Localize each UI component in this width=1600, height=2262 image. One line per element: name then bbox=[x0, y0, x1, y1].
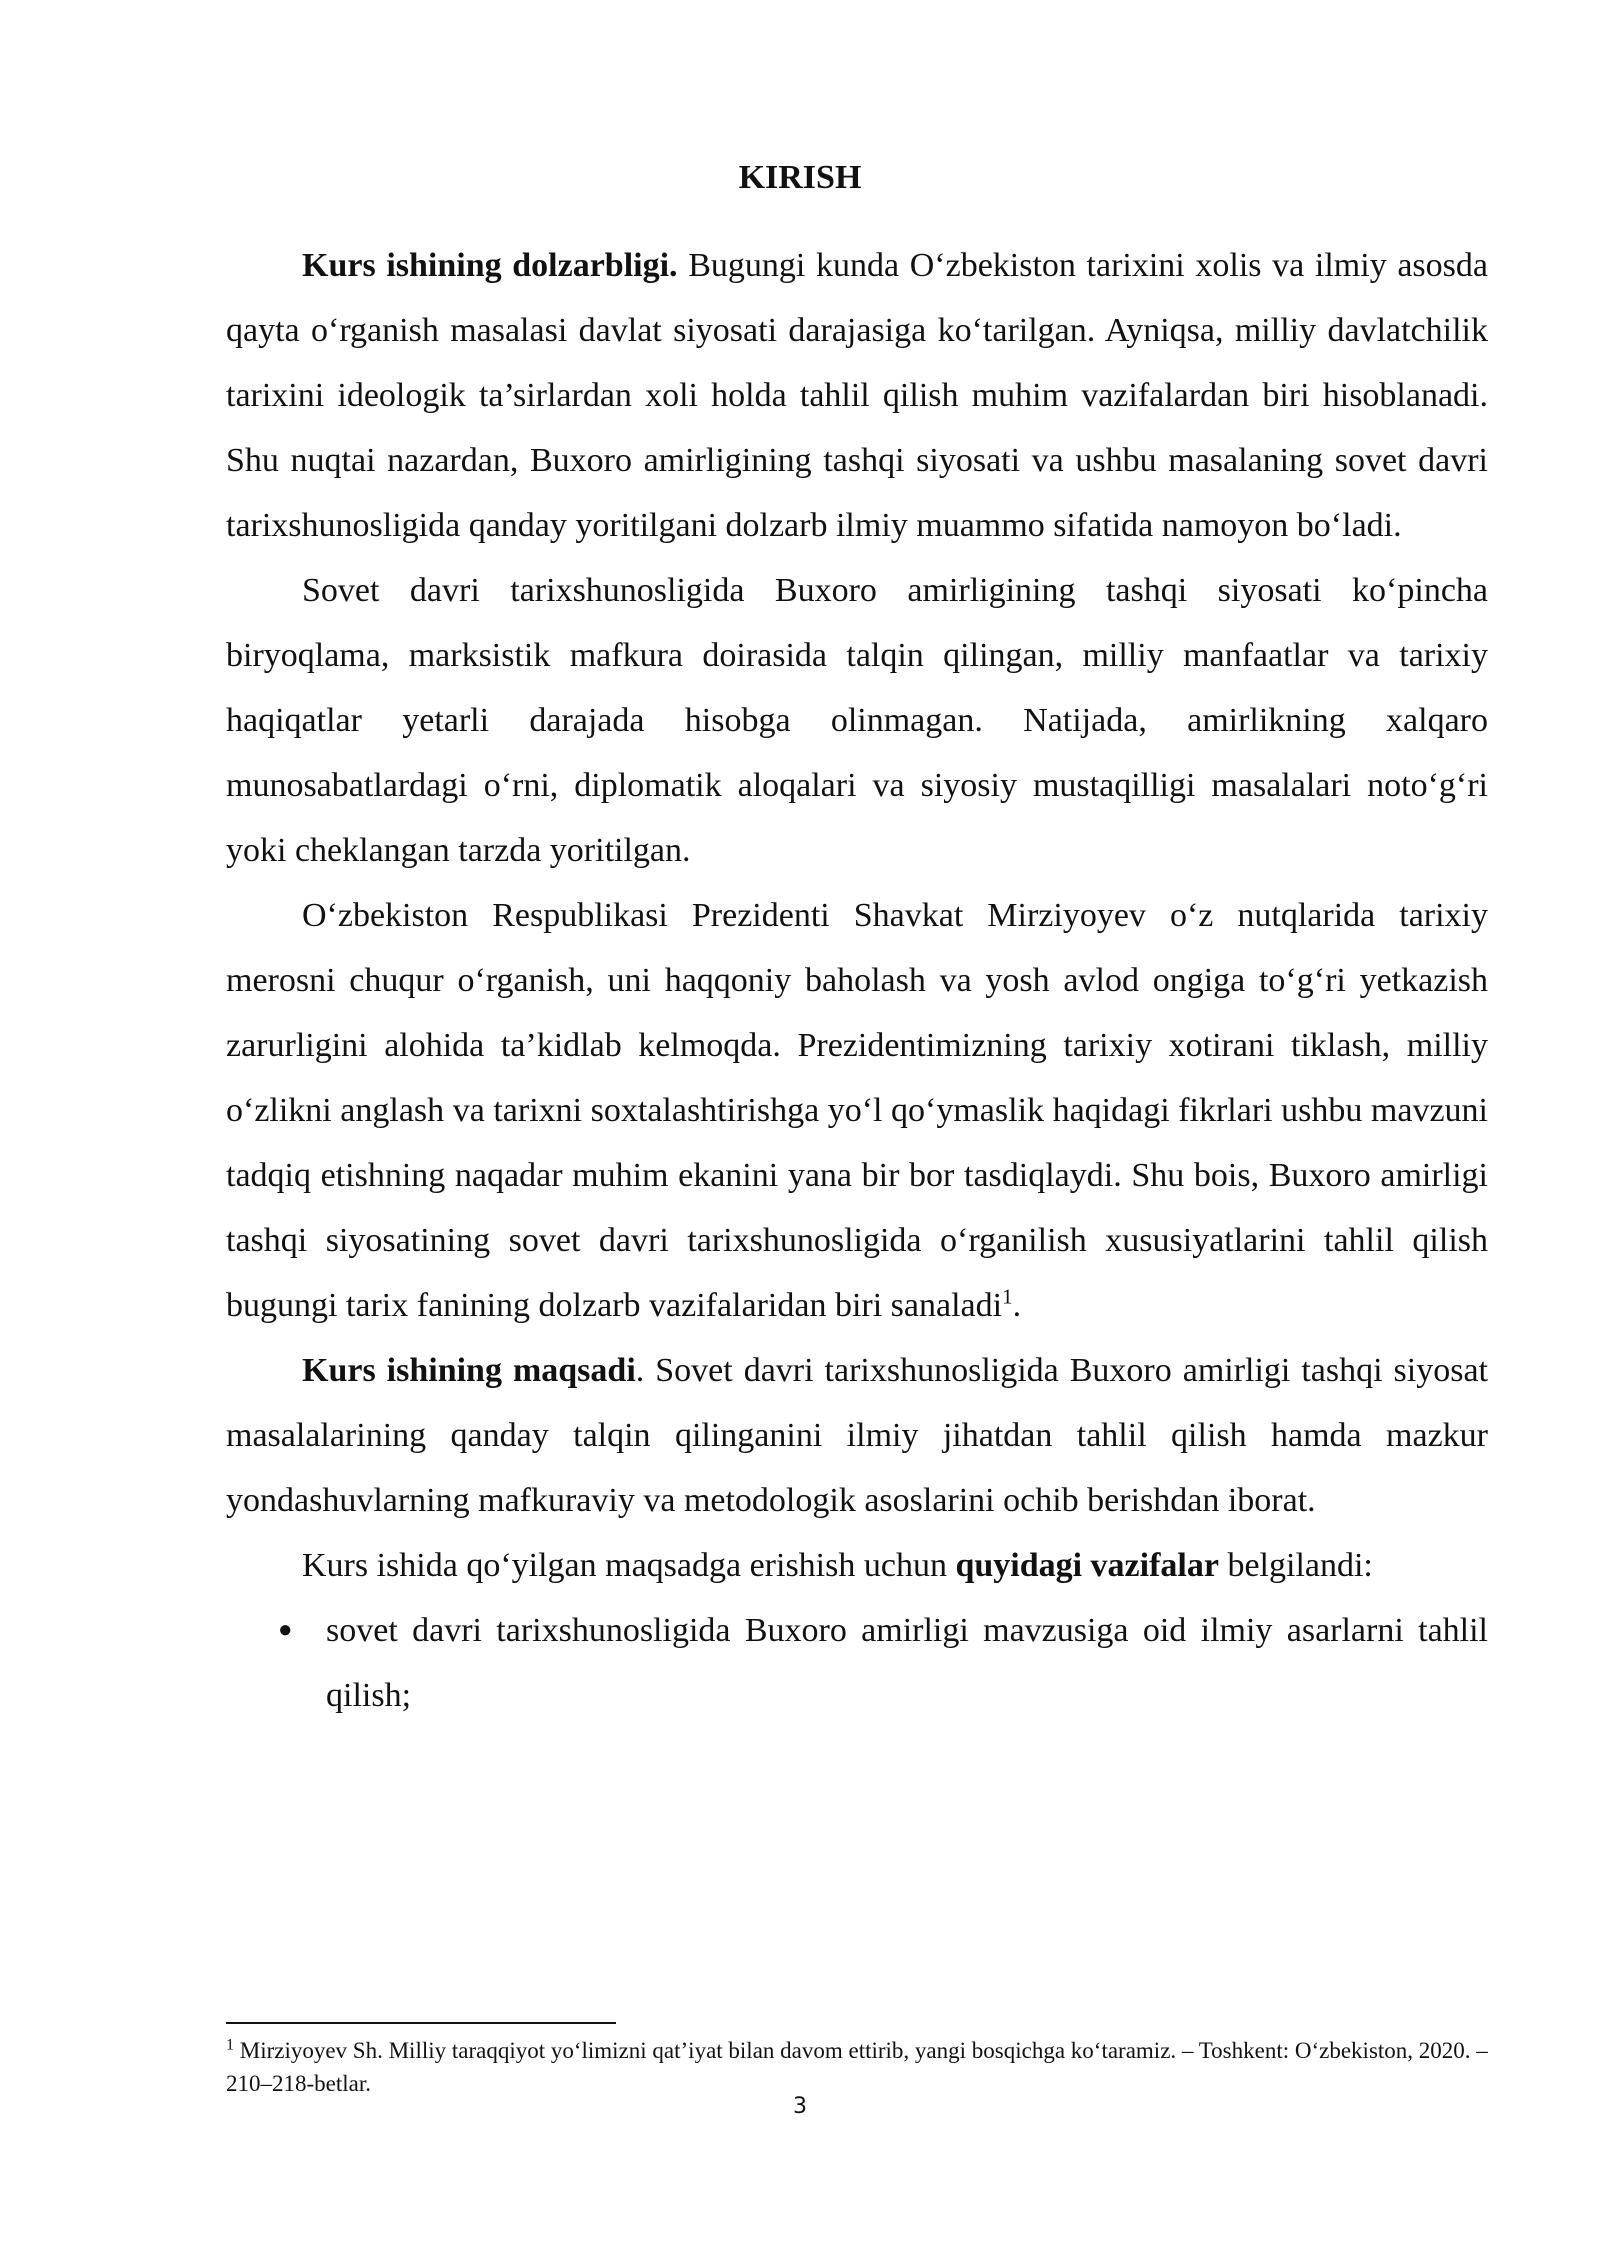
president-end: . bbox=[1012, 1287, 1022, 1324]
president-text: O‘zbekiston Respublikasi Prezidenti Shavkat Mirziyoyev o‘z nutqlarida tarixiy merosni chuqur o‘rganish, uni haqqoniy baholash va yosh avlod ongiga to‘g‘ri yetkazish zarurligini alohida ta’kidlab kelmoqda. Prezidentimizning tarixiy xotirani tiklash, milliy o‘zlikni anglash va tarixni soxtalashtirishga yo‘l qo‘ymaslik haqidagi fikrlari ushbu mavzuni tadqiq etishning naqadar muhim ekanini yana bir bor tasdiqlaydi. Shu bois, Buxoro amirligi tashqi siyosatining sovet davri tarixshunosligida o‘rganilish xususiyatlarini tahlil qilish bugungi tarix fanining dolzarb vazifalaridan biri sanaladi bbox=[226, 897, 1488, 1324]
list-item bbox=[226, 1598, 1488, 1728]
footnote-number: 1 bbox=[226, 2036, 234, 2054]
paragraph-president bbox=[226, 883, 1488, 1338]
paragraph-goal bbox=[226, 1338, 1488, 1533]
paragraph-tasks-intro bbox=[226, 1533, 1488, 1598]
footnote-reference[interactable]: 1 bbox=[1002, 1284, 1013, 1309]
tasks-intro-after: belgilandi: bbox=[1218, 1547, 1373, 1584]
paragraph-soviet-historiography: Sovet davri tarixshunosligida Buxoro amirligining tashqi siyosati ko‘pincha biryoqlama, marksistik mafkura doirasida talqin qilingan, milliy manfaatlar va tarixiy haqiqatlar yetarli darajada hisobga olinmagan. Natijada, amirlikning xalqaro munosabatlardagi o‘rni, diplomatik aloqalari va siyosiy mustaqilligi masalalari noto‘g‘ri yoki cheklangan tarzda yoritilgan. bbox=[226, 572, 1488, 869]
relevance-text: Bugungi kunda O‘zbekiston tarixini xolis va ilmiy asosda qayta o‘rganish masalasi davlat siyosati darajasiga ko‘tarilgan. Ayniqsa, milliy davlatchilik tarixini ideologik ta’sirlardan xoli holda tahlil qilish muhim vazifalardan biri hisoblanadi. Shu nuqtai nazardan, Buxoro amirligining tashqi siyosati va ushbu masalaning sovet davri tarixshunosligida qanday yoritilgani dolzarb ilmiy muammo sifatida namoyon bo‘ladi. bbox=[226, 247, 1488, 544]
footnote-separator bbox=[226, 2022, 616, 2024]
body-text bbox=[226, 233, 1488, 1728]
tasks-list bbox=[226, 1598, 1488, 1728]
goal-lead: Kurs ishining maqsadi bbox=[302, 1352, 636, 1389]
page-number: 3 bbox=[793, 2094, 807, 2119]
list-item-text: sovet davri tarixshunosligida Buxoro amirligi mavzusiga oid ilmiy asarlarni tahlil qilish; bbox=[326, 1612, 1488, 1714]
relevance-lead: Kurs ishining dolzarbligi. bbox=[302, 247, 678, 284]
tasks-intro-bold: quyidagi vazifalar bbox=[955, 1547, 1219, 1584]
goal-text: . Sovet davri tarixshunosligida Buxoro amirligi tashqi siyosat masalalarining qanday talqin qilinganini ilmiy jihatdan tahlil qilish hamda mazkur yondashuvlarning mafkuraviy va metodologik asoslarini ochib berishdan iborat. bbox=[226, 1352, 1489, 1519]
bullet-icon: ● bbox=[278, 1617, 293, 1643]
paragraph-relevance bbox=[226, 233, 1488, 558]
section-heading: KIRISH bbox=[738, 159, 862, 196]
tasks-intro-before: Kurs ishida qo‘yilgan maqsadga erishish uchun bbox=[302, 1547, 956, 1584]
footnote-text: Mirziyoyev Sh. Milliy taraqqiyot yo‘limizni qat’iyat bilan davom ettirib, yangi bosqichga ko‘taramiz. – Toshkent: O‘zbekiston, 2020. – 210–218-betlar. bbox=[226, 2038, 1488, 2096]
footnote bbox=[226, 2034, 1488, 2100]
